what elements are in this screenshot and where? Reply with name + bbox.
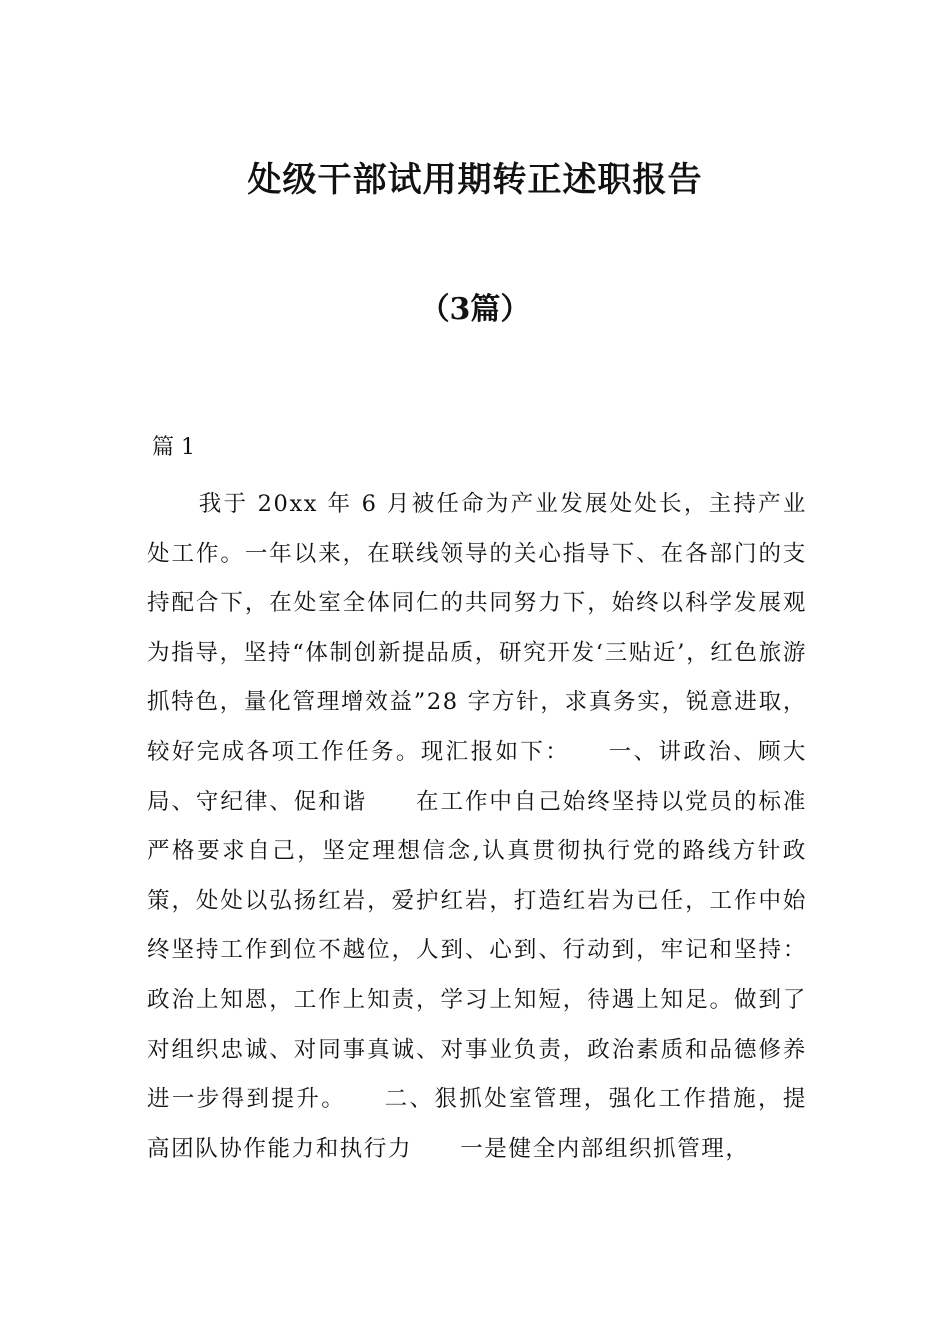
- document-subtitle: （3篇）: [419, 292, 531, 327]
- section-label: 篇 1: [152, 435, 195, 460]
- document-title: 处级干部试用期转正述职报告: [247, 160, 703, 200]
- body-paragraph: 我于 20xx 年 6 月被任命为产业发展处处长，主持产业处工作。一年以来，在联线领导的关心指导下、在各部门的支持配合下，在处室全体同仁的共同努力下，始终以科学发展观为指导，坚持“体制创新提品质，研究开发‘三贴近’，红色旅游抓特色，量化管理增效益”28 字方针，求真务实，锐意进取，较好完成各项工作任务。现汇报如下： 一、讲政治、顾大局、守纪律、促和谐 在工作中自己始终坚持以党员的标准严格要求自己，坚定理想信念,认真贯彻执行党的路线方针政策，处处以弘扬红岩，爱护红岩，打造红岩为已任，工作中始终坚持工作到位不越位，人到、心到、行动到，牢记和坚持：政治上知恩，工作上知责，学习上知短，待遇上知足。做到了对组织忠诚、对同事真诚、对事业负责，政治素质和品德修养进一步得到提升。 二、狠抓处室管理，强化工作措施，提高团队协作能力和执行力 一是健全内部组织抓管理，: [147, 491, 807, 1162]
